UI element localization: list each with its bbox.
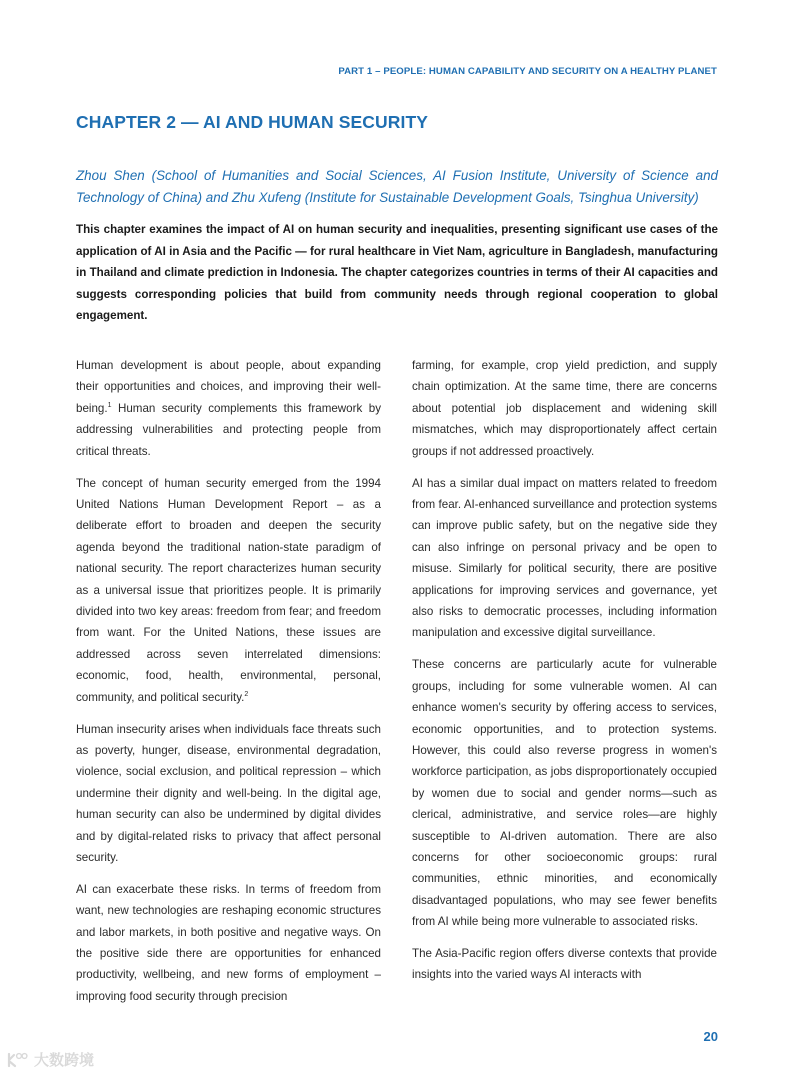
paragraph-text: The concept of human security emerged from the 1994 United Nations Human Development Report – as a deliberate effort to broaden and deepen the security agenda beyond the traditional nation-state paradigm of national security. The report characterizes human security as a universal issue that prioritizes people. It is primarily divided into two key areas: freedom from fear; and freedom from want. For the United Nations, these issues are addressed across seven interrelated dimensions: economic, food, health, environmental, personal, community, and political security. [76, 476, 381, 704]
running-header: PART 1 – PEOPLE: HUMAN CAPABILITY AND SECURITY ON A HEALTHY PLANET [338, 66, 717, 77]
paragraph-text: Human security complements this framework by addressing vulnerabilities and protecting people from critical threats. [76, 401, 381, 458]
paragraph [76, 355, 381, 462]
paragraph-text: Human insecurity arises when individuals face threats such as poverty, hunger, disease, environmental degradation, violence, social exclusion, and political repression – which undermine their dignity and well-being. In the digital age, human security can also be undermined by digital divides and by digital-related risks to privacy that affect personal security. [76, 722, 381, 864]
paragraph-text: farming, for example, crop yield prediction, and supply chain optimization. At the same time, there are concerns about potential job displacement and widening skill mismatches, which may disproportionately affect certain groups if not addressed proactively. [412, 359, 717, 458]
paragraph-text: Human development is about people, about expanding their opportunities and choices, and improving their well-being. [76, 359, 381, 415]
paragraph-text: AI has a similar dual impact on matters related to freedom from fear. AI-enhanced surveillance and protection systems can improve public safety, but on the negative side they can also infringe on personal privacy and be open to misuse. Similarly for political security, there are positive applications for improving services and governance, yet also risks to democratic processes, including information manipulation and excessive digital surveillance. [412, 476, 717, 640]
paragraph [76, 473, 381, 708]
watermark-text: 大数跨境 [34, 1052, 95, 1069]
paragraph [412, 355, 717, 462]
paragraph-text: The Asia-Pacific region offers diverse contexts that provide insights into the varied ways AI interacts with [412, 947, 717, 982]
body-right-column [412, 355, 717, 996]
chapter-abstract: This chapter examines the impact of AI on human security and inequalities, presenting significant use cases of the application of AI in Asia and the Pacific — for rural healthcare in Viet Nam, agriculture in Bangladesh, manufacturing in Thailand and climate prediction in Indonesia. The chapter categorizes countries in terms of their AI capacities and suggests corresponding policies that build from community needs through regional cooperation to global engagement. [76, 223, 718, 322]
paragraph [412, 943, 717, 986]
chapter-title: CHAPTER 2 — AI AND HUMAN SECURITY [76, 112, 429, 132]
paragraph [412, 473, 717, 644]
page-number: 20 [703, 1029, 718, 1044]
paragraph [76, 879, 381, 1007]
paragraph-text: These concerns are particularly acute for vulnerable groups, including for some vulnerable women. AI can enhance women's security by offering access to services, economic opportunities, and to protection systems. However, this could also reverse progress in women's workforce participation, as jobs disproportionately occupied by women due to social and gender norms—such as clerical, administrative, and service roles—are highly susceptible to AI-driven automation. There are also concerns for other socioeconomic groups: rural communities, ethnic minorities, and economically disadvantaged populations, who may see fewer benefits from AI while being more vulnerable to associated risks. [412, 658, 717, 929]
body-left-column [76, 355, 381, 1018]
watermark [6, 1049, 94, 1070]
paragraph-text: AI can exacerbate these risks. In terms of freedom from want, new technologies are reshaping economic structures and labor markets, in both positive and negative ways. On the positive side there are opportunities for enhanced productivity, wellbeing, and new forms of employment – improving food security through precision [76, 882, 381, 1003]
paragraph [76, 719, 381, 869]
footnote-ref[interactable]: 1 [107, 401, 112, 409]
paragraph [412, 654, 717, 932]
footnote-ref[interactable]: 2 [244, 690, 249, 698]
chapter-authors: Zhou Shen (School of Humanities and Social Sciences, AI Fusion Institute, University of Science and Technology of China) and Zhu Xufeng (Institute for Sustainable Development Goals, Tsinghua University) [76, 168, 718, 205]
brand-logo-icon [6, 1052, 28, 1068]
